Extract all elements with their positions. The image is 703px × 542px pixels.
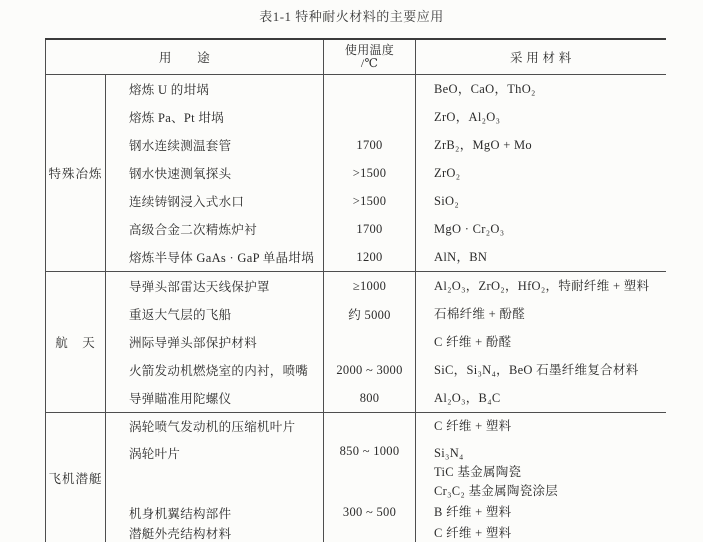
category-cell-aerospace: 航 天 [46,272,106,413]
material-cell [416,502,666,523]
material-cell [416,103,666,131]
header-row [46,39,666,75]
table-row [46,272,666,301]
temp-cell: 300 ~ 500 [324,502,416,523]
use-cell: 重返大气层的飞船 [106,300,324,328]
table-caption: 表1-1 特种耐火材料的主要应用 [259,9,444,24]
material-cell [416,300,666,328]
use-cell: 高级合金二次精炼炉衬 [106,215,324,243]
material-line: B 纤维 + 塑料 [434,505,512,519]
material-cell [416,413,666,440]
material-line: C 纤维 + 塑料 [434,525,512,540]
material-line: MgO · Cr₂O₃ [434,221,505,236]
use-cell: 导弹头部雷达天线保护罩 [106,272,324,301]
table-row [46,523,666,542]
temp-cell [324,103,416,131]
refractory-applications-table [45,38,666,542]
material-cell [416,272,666,301]
material-line: AlN，BN [434,249,488,264]
material-line: ZrB₂，MgO + Mo [434,137,532,152]
material-line: SiC，Si₃N₄，BeO 石墨纤维复合材料 [434,362,639,377]
temp-cell: 约 5000 [324,300,416,328]
temp-cell: 1200 [324,243,416,272]
header-temperature [324,39,416,75]
temp-cell: 1700 [324,131,416,159]
use-cell: 熔炼半导体 GaAs · GaP 单晶坩埚 [106,243,324,272]
material-cell [416,187,666,215]
material-cell [416,131,666,159]
material-cell [416,356,666,384]
temp-cell: 2000 ~ 3000 [324,356,416,384]
category-cell-smelting: 特殊冶炼 [48,167,103,181]
temp-cell: ≥1000 [324,272,416,301]
table-row [46,75,666,104]
use-cell: 导弹瞄准用陀螺仪 [106,384,324,413]
table-row [46,356,666,384]
use-cell: 潜艇外壳结构材料 [106,523,324,542]
use-cell: 钢水快速测氧探头 [106,159,324,187]
material-cell [416,523,666,542]
temp-cell [324,413,416,440]
temp-cell [324,523,416,542]
use-cell: 洲际导弹头部保护材料 [106,328,324,356]
material-cell [416,159,666,187]
temp-cell: 1700 [324,215,416,243]
material-line: 石棉纤维 + 酚醛 [434,306,526,321]
material-line: Al₂O₃，ZrO₂，HfO₂，特耐纤维 + 塑料 [434,278,650,293]
table-row [46,439,666,502]
table-row [46,328,666,356]
header-temperature-line2: /℃ [360,56,379,70]
table-row [46,300,666,328]
material-cell [416,328,666,356]
use-cell: 连续铸钢浸入式水口 [106,187,324,215]
header-materials: 采 用 材 料 [416,39,666,75]
header-use: 用 途 [46,39,324,75]
temp-cell: >1500 [324,187,416,215]
material-line: Cr₃C₂ 基金属陶瓷涂层 [434,484,559,498]
material-cell [416,215,666,243]
material-cell [416,384,666,413]
material-line: TiC 基金属陶瓷 [434,465,522,479]
header-temperature-line1: 使用温度 [344,43,395,57]
use-cell: 涡轮喷气发动机的压缩机叶片 [106,413,324,440]
table-row [46,243,666,272]
material-cell [416,243,666,272]
temp-cell [324,328,416,356]
material-line: C 纤维 + 酚醛 [434,334,512,349]
table-row [46,502,666,523]
table-row [46,159,666,187]
use-cell: 钢水连续测温套管 [106,131,324,159]
table-row [46,215,666,243]
temp-cell: 800 [324,384,416,413]
material-line: ZrO₂ [434,165,461,180]
temp-cell: >1500 [324,159,416,187]
use-cell: 涡轮叶片 [106,439,324,502]
category-cell-aircraft-submarine: 飞机潜艇 [46,413,106,542]
table-row [46,103,666,131]
use-cell: 熔炼 U 的坩埚 [106,75,324,104]
table-row [46,131,666,159]
material-line: C 纤维 + 塑料 [434,418,512,433]
use-cell: 火箭发动机燃烧室的内衬，喷嘴 [106,356,324,384]
material-cell [416,75,666,104]
material-line: Si₃N₄ [434,446,464,460]
use-cell: 熔炼 Pa、Pt 坩埚 [106,103,324,131]
material-line: Al₂O₃，B₄C [434,390,501,405]
temp-cell [324,75,416,104]
use-cell: 机身机翼结构部件 [106,502,324,523]
material-line: ZrO，Al₂O₃ [434,109,501,124]
temp-cell: 850 ~ 1000 [324,439,416,502]
material-line: BeO，CaO，ThO₂ [434,81,536,96]
table-row [46,413,666,440]
table-row [46,187,666,215]
table-row [46,384,666,413]
table-container [45,38,666,542]
material-line: SiO₂ [434,193,460,208]
material-cell [416,439,666,502]
